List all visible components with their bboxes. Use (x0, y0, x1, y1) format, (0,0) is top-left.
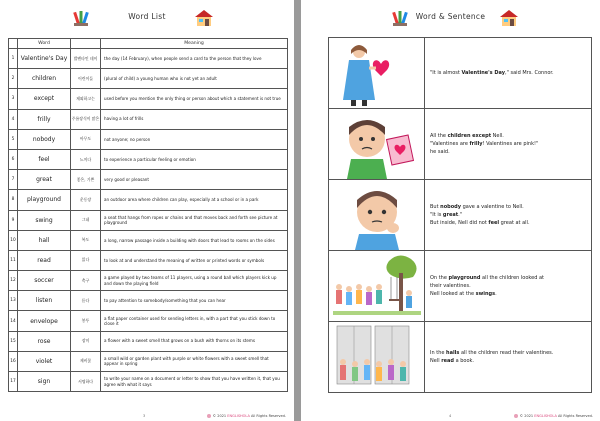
page-number: 4 (449, 414, 452, 418)
story-segment: In the (430, 350, 447, 356)
row-number: 10 (9, 230, 18, 250)
story-text-4 (425, 251, 592, 322)
table-row (9, 49, 288, 69)
house-icon (194, 9, 214, 27)
row-meaning: an outdoor area where children can play, especially at a school or in a park (101, 190, 288, 210)
illustration-cell (329, 180, 425, 251)
story-line (430, 282, 586, 290)
row-meaning: to write your name on a document or letter to show that you have written it, that you agree with what it says (101, 372, 288, 392)
row-number: 13 (9, 291, 18, 311)
row-word: read (18, 250, 71, 270)
vocab-word: Valentine's Day (461, 70, 506, 76)
row-meaning: a game played by two teams of 11 players, using a round ball which players kick up and down the playing field (101, 271, 288, 291)
row-number: 14 (9, 311, 18, 331)
row-meaning: (plural of child) a young human who is not yet an adult (101, 69, 288, 89)
story-text-1 (425, 38, 592, 109)
story-row (329, 180, 592, 251)
page-header (301, 5, 600, 27)
story-segment: Nell (430, 358, 442, 364)
story-segment: . (495, 291, 497, 297)
row-number: 9 (9, 210, 18, 230)
word-list-body (9, 49, 288, 392)
page-left (0, 0, 294, 421)
story-text-3 (425, 180, 592, 251)
row-meaning: a flat paper container used for sending letters in, with a part that you stick down to close it (101, 311, 288, 331)
row-number: 16 (9, 351, 18, 371)
story-line (430, 357, 586, 365)
copyright-prefix: © 2021 (519, 414, 534, 418)
vocab-word: nobody (440, 204, 462, 210)
vocab-word: frilly (469, 141, 483, 147)
row-number: 6 (9, 149, 18, 169)
story-segment: But inside, Nell did not (430, 220, 489, 226)
row-korean: 복도 (71, 230, 101, 250)
story-segment: ." (458, 212, 463, 218)
illustration-cell (329, 38, 425, 109)
row-word: soccer (18, 271, 71, 291)
story-line (430, 203, 586, 211)
brand-logo-icon (514, 414, 518, 418)
copyright-brand: ENGLISHOLA (534, 414, 557, 418)
table-row (9, 230, 288, 250)
row-word: swing (18, 210, 71, 230)
column-header-meaning: Meaning (101, 39, 288, 49)
row-number: 3 (9, 89, 18, 109)
row-korean: 주름장식이 많은 (71, 109, 101, 129)
copyright-suffix: All Rights Reserved. (557, 414, 593, 418)
illustration-cell (329, 322, 425, 393)
vocab-word: children (447, 133, 471, 139)
table-row (9, 372, 288, 392)
row-number: 5 (9, 129, 18, 149)
row-meaning: to pay attention to somebody/something that you can hear (101, 291, 288, 311)
story-line (430, 140, 586, 148)
story-segment: great at all. (499, 220, 530, 226)
row-word: hall (18, 230, 71, 250)
story-segment: "It is (430, 212, 443, 218)
vocab-word: read (441, 358, 454, 364)
brand-logo-icon (207, 414, 211, 418)
story-line (430, 290, 586, 298)
row-number: 2 (9, 69, 18, 89)
row-word: frilly (18, 109, 71, 129)
row-number: 8 (9, 190, 18, 210)
column-header-number (9, 39, 18, 49)
vocab-word: except (472, 133, 492, 139)
copyright-notice (514, 414, 593, 418)
row-word: feel (18, 149, 71, 169)
row-meaning: a flower with a sweet smell that grows on a bush with thorns on its stems (101, 331, 288, 351)
row-meaning: a long, narrow passage inside a building with doors that lead to rooms on the sides (101, 230, 288, 250)
row-word: playground (18, 190, 71, 210)
row-meaning: not anyone; no person (101, 129, 288, 149)
row-korean: 발렌타인 데이 (71, 49, 101, 69)
story-row (329, 109, 592, 180)
story-segment: their valentines. (430, 283, 471, 289)
row-word: Valentine's Day (18, 49, 71, 69)
story-line (430, 132, 586, 140)
thoughtful-boy-illustration (329, 180, 424, 250)
row-korean: 축구 (71, 271, 101, 291)
table-row (9, 210, 288, 230)
teacher-with-heart-illustration (329, 38, 424, 108)
story-segment: Nell. (491, 133, 504, 139)
row-word: listen (18, 291, 71, 311)
row-korean: 운동장 (71, 190, 101, 210)
table-row (9, 129, 288, 149)
vocab-word: great (442, 212, 459, 218)
row-number: 15 (9, 331, 18, 351)
row-number: 1 (9, 49, 18, 69)
row-meaning: to experience a particular feeling or emotion (101, 149, 288, 169)
row-meaning: the day (14 February), when people send a card to the person that they love (101, 49, 288, 69)
story-line (430, 349, 586, 357)
row-number: 17 (9, 372, 18, 392)
table-header-row (9, 39, 288, 49)
word-sentence-table (328, 37, 592, 393)
column-header-korean (71, 39, 101, 49)
table-row (9, 311, 288, 331)
row-meaning: a small wild or garden plant with purple or white flowers with a sweet smell that appear in spring (101, 351, 288, 371)
story-line (430, 274, 586, 282)
row-word: children (18, 69, 71, 89)
story-line (430, 219, 586, 227)
row-word: nobody (18, 129, 71, 149)
column-header-word: Word (18, 39, 71, 49)
story-line (430, 211, 586, 219)
row-number: 4 (9, 109, 18, 129)
story-text-2 (425, 109, 592, 180)
row-word: rose (18, 331, 71, 351)
row-meaning: to look at and understand the meaning of written or printed words or symbols (101, 250, 288, 270)
row-korean: 서명하다 (71, 372, 101, 392)
table-row (9, 190, 288, 210)
story-segment: all the children read their valentines. (459, 350, 554, 356)
story-segment: gave a valentine to Nell. (461, 204, 524, 210)
story-row (329, 251, 592, 322)
copyright-brand: ENGLISHOLA (227, 414, 250, 418)
row-korean: 아무도 (71, 129, 101, 149)
story-text-5 (425, 322, 592, 393)
row-number: 11 (9, 250, 18, 270)
story-segment: But (430, 204, 441, 210)
page-title: Word List (128, 12, 166, 21)
copyright-suffix: All Rights Reserved. (250, 414, 286, 418)
story-segment: All the (430, 133, 448, 139)
story-segment: "It is almost (430, 70, 462, 76)
row-meaning: very good or pleasant (101, 170, 288, 190)
vocab-word: swings (475, 291, 496, 297)
story-segment: ," said Mrs. Connor. (505, 70, 554, 76)
story-segment: On the (430, 275, 449, 281)
illustration-cell (329, 109, 425, 180)
story-segment: a book. (454, 358, 475, 364)
row-korean: 좋은, 기쁜 (71, 170, 101, 190)
row-meaning: used before you mention the only thing or person about which a statement is not true (101, 89, 288, 109)
row-number: 12 (9, 271, 18, 291)
table-row (9, 170, 288, 190)
table-row (9, 149, 288, 169)
story-row (329, 38, 592, 109)
illustration-cell (329, 251, 425, 322)
house-icon (499, 9, 519, 27)
word-list-table (8, 38, 288, 392)
row-korean: 봉투 (71, 311, 101, 331)
page-title: Word & Sentence (415, 12, 486, 21)
story-line (430, 148, 586, 156)
row-word: violet (18, 351, 71, 371)
school-hall-illustration (329, 322, 424, 392)
page-number: 3 (143, 414, 146, 418)
vocab-word: feel (488, 220, 500, 226)
row-korean: 듣다 (71, 291, 101, 311)
page-header (0, 5, 294, 27)
story-segment: Nell looked at the (430, 291, 476, 297)
row-number: 7 (9, 170, 18, 190)
row-korean: 느끼다 (71, 149, 101, 169)
table-row (9, 109, 288, 129)
row-korean: 장미 (71, 331, 101, 351)
row-word: sign (18, 372, 71, 392)
row-korean: 그네 (71, 210, 101, 230)
row-korean: 읽다 (71, 250, 101, 270)
table-row (9, 331, 288, 351)
vocab-word: playground (448, 275, 481, 281)
row-meaning: a seat that hangs from ropes or chains and that moves back and forth see picture at playground (101, 210, 288, 230)
row-korean: 어린이들 (71, 69, 101, 89)
copyright-prefix: © 2021 (212, 414, 227, 418)
copyright-notice (207, 414, 286, 418)
row-korean: 제비꽃 (71, 351, 101, 371)
table-row (9, 271, 288, 291)
table-row (9, 250, 288, 270)
story-segment: "Valentines are (430, 141, 470, 147)
table-row (9, 351, 288, 371)
row-word: except (18, 89, 71, 109)
story-row (329, 322, 592, 393)
story-segment: ! Valentines are pink!" (482, 141, 539, 147)
table-row (9, 69, 288, 89)
vocab-word: halls (446, 350, 460, 356)
playground-swings-illustration (329, 251, 424, 321)
row-meaning: having a lot of frills (101, 109, 288, 129)
table-row (9, 89, 288, 109)
row-word: great (18, 170, 71, 190)
story-segment: all the children looked at (480, 275, 545, 281)
row-word: envelope (18, 311, 71, 331)
row-korean: 제외하고는 (71, 89, 101, 109)
boy-with-valentine-card-illustration (329, 109, 424, 179)
table-row (9, 291, 288, 311)
story-segment: he said. (430, 149, 450, 155)
story-line (430, 69, 586, 77)
